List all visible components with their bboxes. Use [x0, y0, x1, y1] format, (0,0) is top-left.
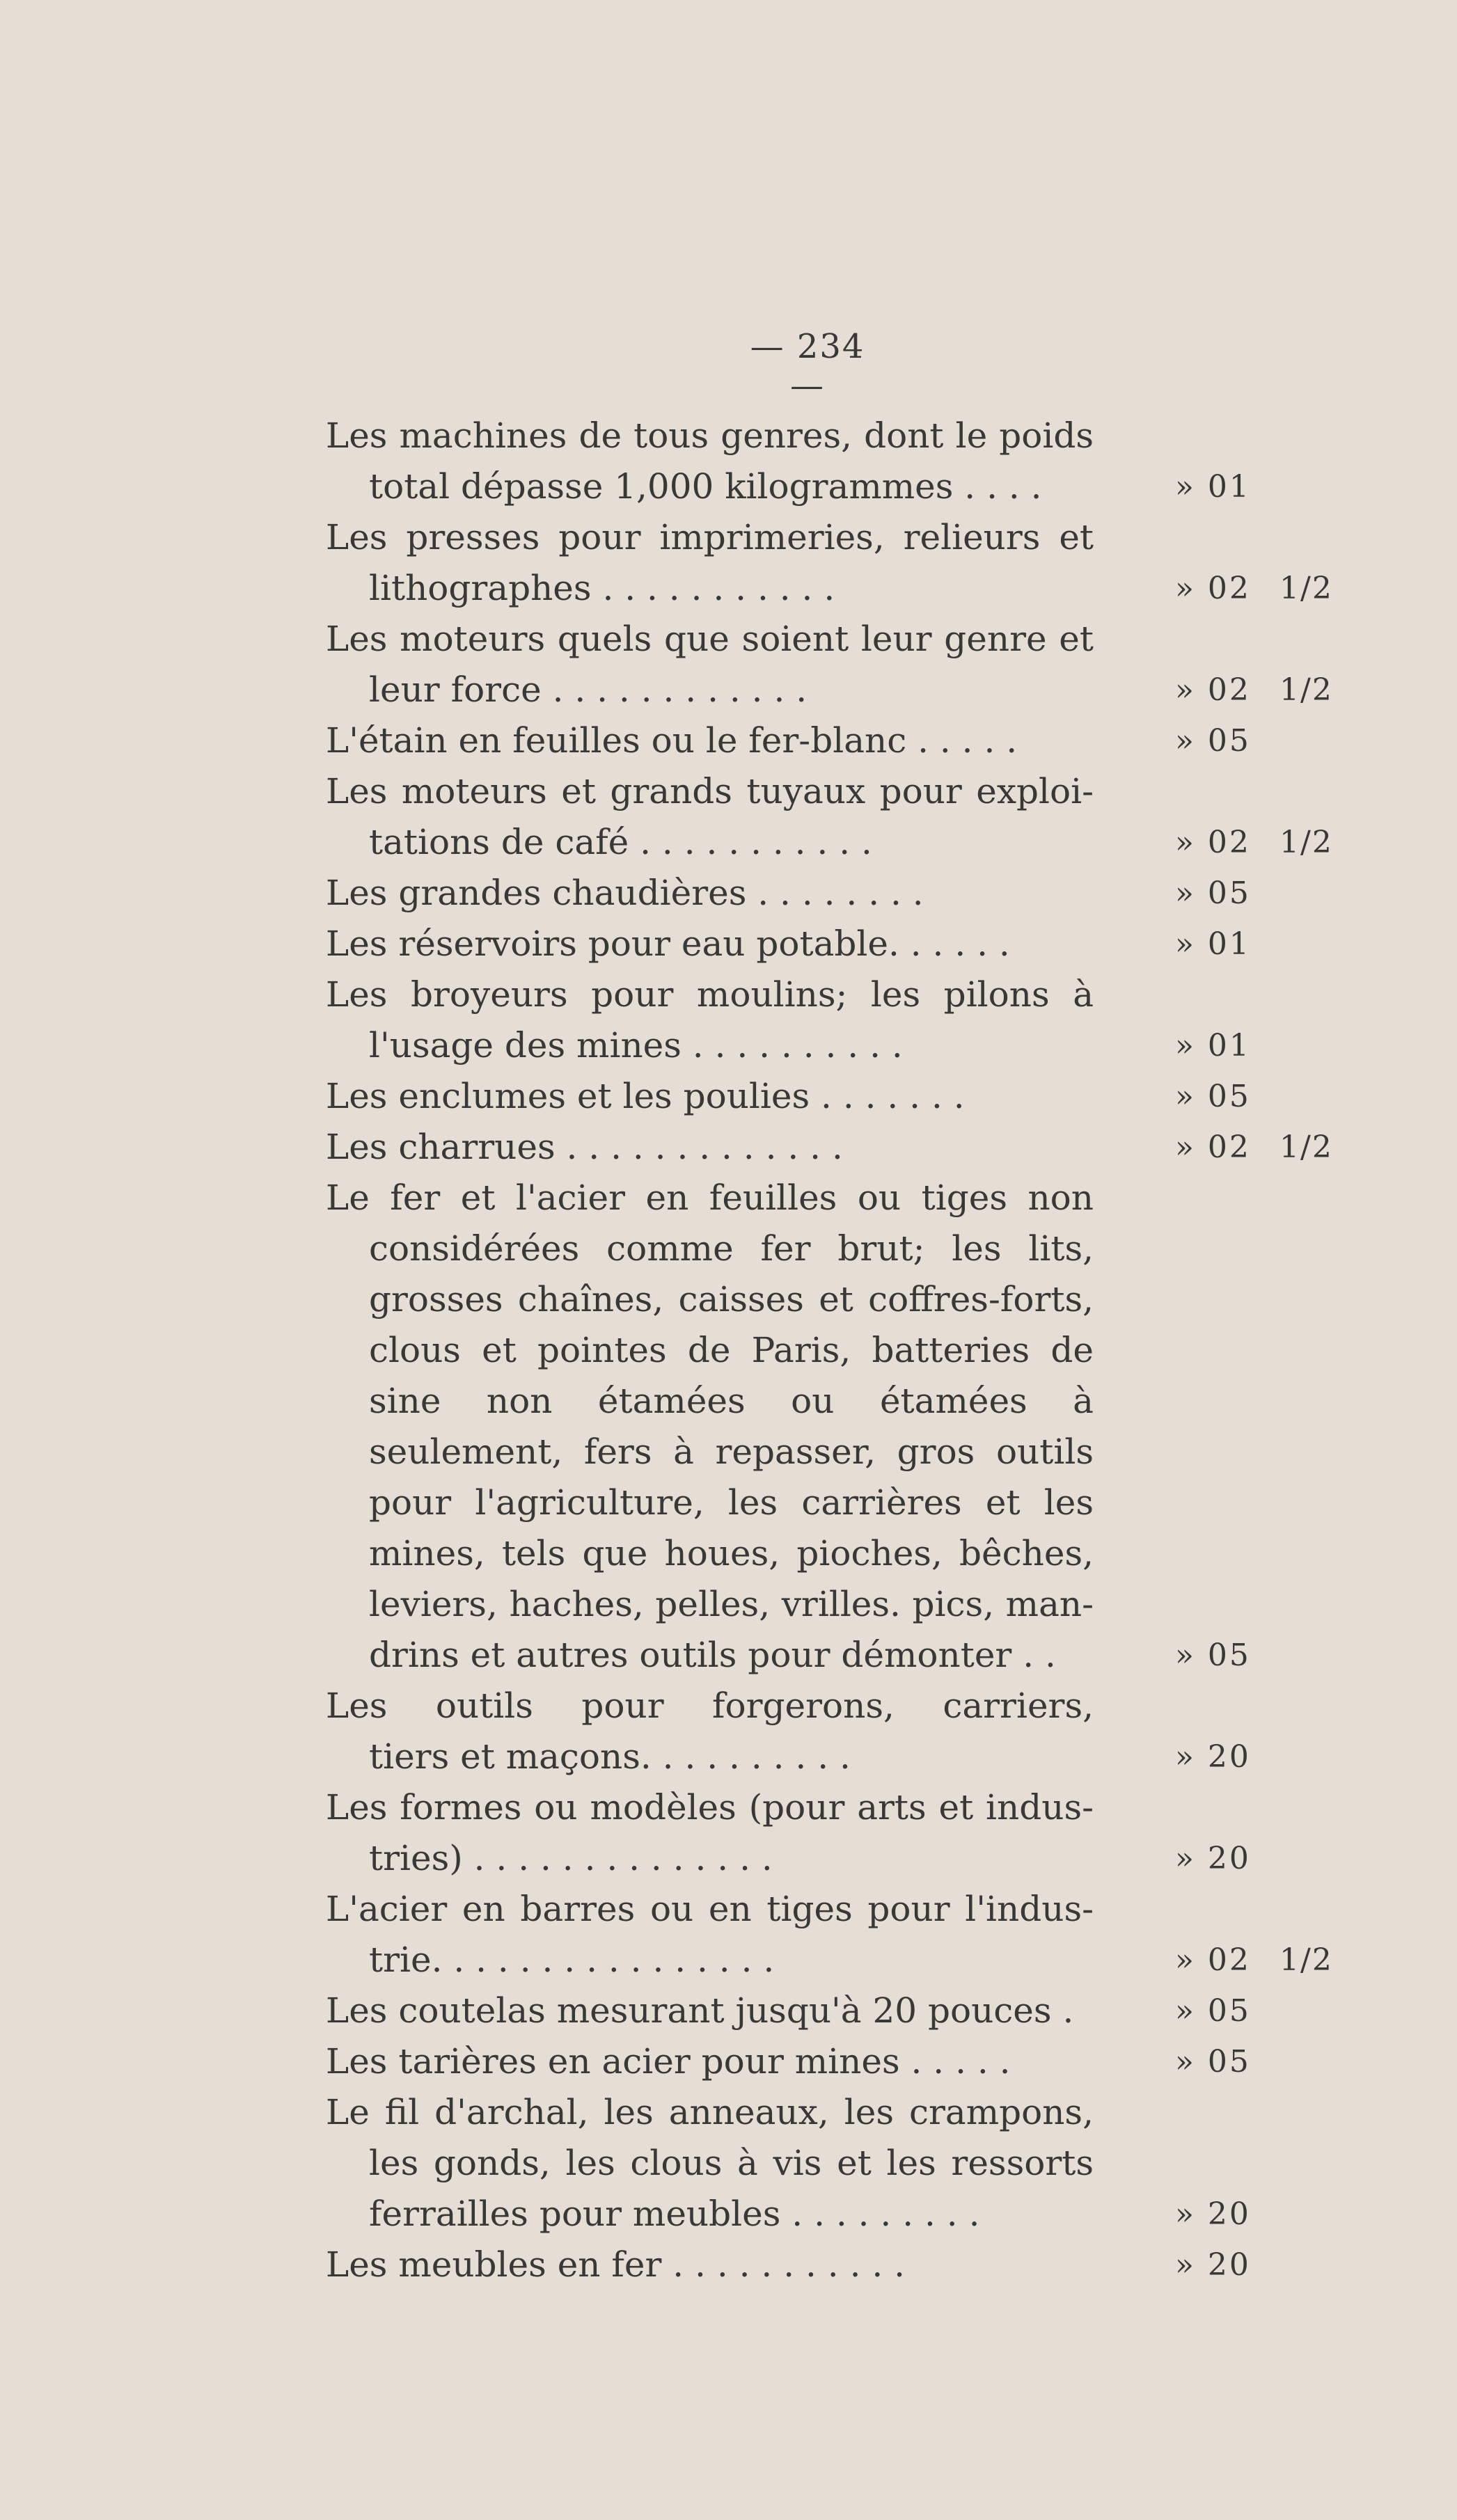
entry-text: L'étain en feuilles ou le fer-blanc . . . . . — [326, 720, 1018, 761]
entry-text: tations de café . . . . . . . . . . . — [369, 822, 872, 862]
entry-text: pour l'agriculture, les carrières et les — [369, 1482, 1094, 1523]
entry-broyeurs — [326, 969, 1335, 1071]
entry-moteurs — [326, 614, 1335, 715]
entry-text: sine non étamées ou étamées à — [369, 1381, 1094, 1421]
entry-line — [326, 919, 1335, 969]
entry-enclumes — [326, 1071, 1335, 1122]
entry-text: ferrailles pour meubles . . . . . . . . . — [369, 2194, 980, 2234]
entry-text: Les enclumes et les poulies . . . . . . . — [326, 1076, 965, 1116]
entry-text: Les grandes chaudières . . . . . . . . — [326, 873, 924, 913]
entry-line — [326, 1020, 1335, 1071]
entry-etain — [326, 715, 1335, 766]
entry-line — [326, 665, 1335, 715]
duty-rate: » 01 — [1175, 1028, 1251, 1063]
duty-rate: » 20 — [1175, 2247, 1251, 2283]
duty-rate: » 02 — [1175, 672, 1251, 708]
entry-line — [326, 1528, 1335, 1579]
duty-rate: » 05 — [1175, 723, 1251, 759]
entry-line — [326, 817, 1335, 868]
entry-line — [326, 715, 1335, 766]
entry-line — [326, 766, 1335, 817]
entry-line — [326, 2036, 1335, 2087]
entry-line — [326, 2138, 1335, 2189]
tariff-list — [326, 411, 1335, 2290]
entry-fil-archal — [326, 2087, 1335, 2240]
entry-line — [326, 1579, 1335, 1630]
entry-line — [326, 1173, 1335, 1223]
entry-line — [326, 2189, 1335, 2240]
duty-rate: » 20 — [1175, 2196, 1251, 2232]
duty-rate: » 05 — [1175, 875, 1251, 911]
entry-fer-acier — [326, 1173, 1335, 1681]
entry-line — [326, 1630, 1335, 1681]
entry-line — [326, 969, 1335, 1020]
entry-outils-forgerons — [326, 1681, 1335, 1782]
duty-rate: » 05 — [1175, 1993, 1251, 2029]
duty-rate: » 05 — [1175, 1638, 1251, 1673]
entry-line — [326, 1427, 1335, 1477]
entry-line — [326, 461, 1335, 512]
entry-text: Les outils pour forgerons, carriers, — [326, 1686, 1094, 1726]
entry-text: leviers, haches, pelles, vrilles. pics, man- — [369, 1584, 1094, 1624]
duty-rate: » 20 — [1175, 1841, 1251, 1876]
entry-text: les gonds, les clous à vis et les ressorts — [369, 2143, 1094, 2183]
entry-text: Les machines de tous genres, dont le poids — [326, 415, 1094, 456]
duty-rate: » 02 — [1175, 571, 1251, 606]
entry-text: Les charrues . . . . . . . . . . . . . — [326, 1127, 843, 1167]
entry-line — [326, 1274, 1335, 1325]
duty-fraction: 1/2 — [1279, 825, 1333, 860]
entry-line — [326, 1071, 1335, 1122]
entry-text: Le fer et l'acier en feuilles ou tiges non — [326, 1178, 1094, 1218]
entry-line — [326, 1935, 1335, 1986]
duty-rate: » 05 — [1175, 2044, 1251, 2079]
entry-line — [326, 1122, 1335, 1173]
entry-line — [326, 1325, 1335, 1376]
entry-line — [326, 1681, 1335, 1731]
entry-line — [326, 512, 1335, 563]
entry-meubles-fer — [326, 2240, 1335, 2290]
duty-fraction: 1/2 — [1279, 672, 1333, 708]
entry-charrues — [326, 1122, 1335, 1173]
entry-text: leur force . . . . . . . . . . . . — [369, 669, 808, 710]
entry-acier-barres — [326, 1884, 1335, 1986]
entry-coutelas — [326, 1986, 1335, 2036]
entry-text: seulement, fers à repasser, gros outils — [369, 1432, 1094, 1472]
entry-line — [326, 614, 1335, 665]
entry-text: drins et autres outils pour démonter . . — [369, 1635, 1056, 1675]
duty-rate: » 02 — [1175, 1130, 1251, 1165]
duty-rate: » 05 — [1175, 1079, 1251, 1114]
entry-text: lithographes . . . . . . . . . . . — [369, 568, 835, 608]
entry-line — [326, 1833, 1335, 1884]
entry-moteurs-cafe — [326, 766, 1335, 868]
entry-text: Les coutelas mesurant jusqu'à 20 pouces . — [326, 1990, 1074, 2031]
entry-text: Les formes ou modèles (pour arts et indus- — [326, 1787, 1094, 1828]
entry-chaudieres — [326, 868, 1335, 919]
duty-fraction: 1/2 — [1279, 571, 1333, 606]
entry-text: Les moteurs quels que soient leur genre et — [326, 619, 1094, 659]
entry-text: l'usage des mines . . . . . . . . . . — [369, 1025, 903, 1065]
entry-text: Les tarières en acier pour mines . . . . . — [326, 2041, 1011, 2082]
page-number: — 234 — — [750, 327, 865, 405]
entry-text: clous et pointes de Paris, batteries de — [369, 1330, 1094, 1370]
entry-line — [326, 1376, 1335, 1427]
entry-text: Les broyeurs pour moulins; les pilons à — [326, 974, 1094, 1015]
entry-line — [326, 2240, 1335, 2290]
entry-text: mines, tels que houes, pioches, bêches, — [369, 1533, 1094, 1574]
entry-text: Les réservoirs pour eau potable. . . . . . — [326, 924, 1010, 964]
entry-line — [326, 2087, 1335, 2138]
entry-text: Les meubles en fer . . . . . . . . . . . — [326, 2244, 906, 2285]
entry-line — [326, 868, 1335, 919]
duty-fraction: 1/2 — [1279, 1130, 1333, 1165]
entry-text: grosses chaînes, caisses et coffres-forts, — [369, 1279, 1094, 1320]
entry-formes-modeles — [326, 1782, 1335, 1884]
entry-presses — [326, 512, 1335, 614]
entry-text: trie. . . . . . . . . . . . . . . . — [369, 1940, 775, 1980]
entry-line — [326, 563, 1335, 614]
entry-line — [326, 1986, 1335, 2036]
entry-text: tries) . . . . . . . . . . . . . . — [369, 1838, 773, 1878]
duty-rate: » 02 — [1175, 825, 1251, 860]
entry-text: Le fil d'archal, les anneaux, les crampons, — [326, 2092, 1094, 2132]
entry-machines — [326, 411, 1335, 512]
duty-rate: » 01 — [1175, 469, 1251, 505]
duty-rate: » 02 — [1175, 1942, 1251, 1978]
duty-rate: » 01 — [1175, 926, 1251, 962]
entry-text: considérées comme fer brut; les lits, — [369, 1228, 1094, 1269]
entry-line — [326, 1223, 1335, 1274]
entry-reservoirs — [326, 919, 1335, 969]
entry-text: Les presses pour imprimeries, relieurs et — [326, 517, 1094, 557]
entry-text: tiers et maçons. . . . . . . . . . — [369, 1736, 851, 1777]
entry-text: Les moteurs et grands tuyaux pour exploi- — [326, 771, 1094, 811]
entry-text: total dépasse 1,000 kilogrammes . . . . — [369, 466, 1042, 507]
entry-line — [326, 1477, 1335, 1528]
duty-rate: » 20 — [1175, 1739, 1251, 1775]
entry-line — [326, 1731, 1335, 1782]
entry-tarieres — [326, 2036, 1335, 2087]
duty-fraction: 1/2 — [1279, 1942, 1333, 1978]
entry-text: L'acier en barres ou en tiges pour l'indus- — [326, 1889, 1094, 1929]
entry-line — [326, 1884, 1335, 1935]
entry-line — [326, 1782, 1335, 1833]
entry-line — [326, 411, 1335, 461]
